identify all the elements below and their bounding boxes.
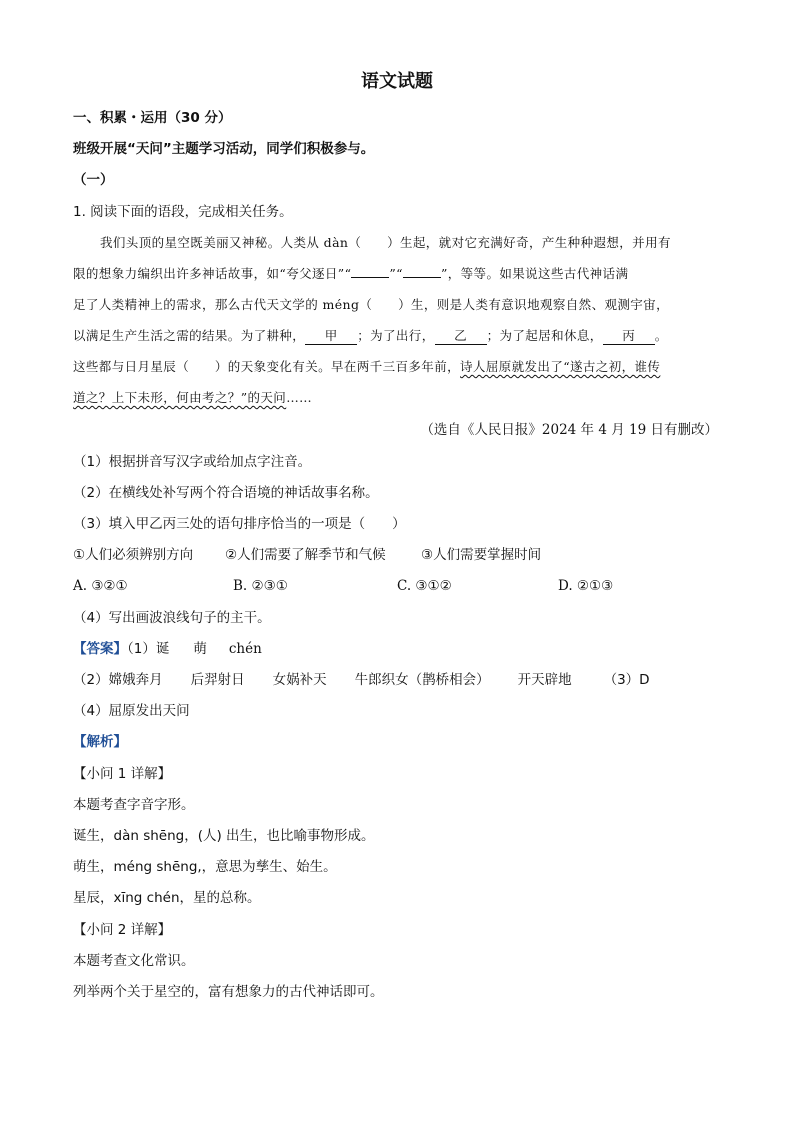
passage-line-1: 我们头顶的星空既美丽又神秘。人类从 dàn（ ）生起，就对它充满好奇，产生种种遐想，并用有 [100, 235, 671, 250]
passage-line-6 [73, 388, 312, 408]
sub-question-3: （3）填入甲乙丙三处的语句排序恰当的一项是（ ） [73, 516, 406, 532]
answer-line-2 [73, 670, 650, 690]
sentence-item: ③人们需要掌握时间 [421, 547, 542, 563]
answer-item: 牛郎织女（鹊桥相会） [354, 672, 490, 688]
answer-prefix: （2） [73, 672, 109, 688]
passage-line-3: 足了人类精神上的需求，那么古代天文学的 méng（ ）生，则是人类有意识地观察自然、观测宇宙， [73, 297, 669, 312]
option-c: C. ③①② [397, 578, 452, 594]
passage-text: ”“ [389, 266, 403, 281]
activity-intro: 班级开展“天问”主题学习活动，同学们积极参与。 [73, 141, 375, 157]
passage-line-2 [73, 264, 628, 284]
passage-line-5 [73, 357, 660, 377]
wavy-sentence: 诗人屈原就发出了“遂古之初，谁传 [460, 359, 661, 374]
passage-text: …… [286, 390, 313, 405]
answer-item: 后羿射日 [190, 672, 245, 688]
option-d: D. ②①③ [558, 578, 614, 594]
answer-line-1 [73, 639, 262, 659]
page-title: 语文试题 [361, 71, 433, 92]
part-label: （一） [73, 172, 114, 188]
passage-text: ；为了出行， [357, 328, 435, 343]
analysis-label: 【解析】 [73, 734, 127, 750]
sub-question-2: （2）在横线处补写两个符合语境的神话故事名称。 [73, 485, 379, 501]
sub-question-4: （4）写出画波浪线句子的主干。 [73, 610, 271, 626]
answer-prefix: （1） [127, 641, 156, 657]
analysis-text: 本题考查字音字形。 [73, 797, 195, 813]
passage-source: （选自《人民日报》2024 年 4 月 19 日有删改） [420, 422, 718, 438]
passage-text: 。 [654, 328, 668, 343]
option-a: A. ③②① [73, 578, 128, 594]
question-stem: 1. 阅读下面的语段，完成相关任务。 [73, 204, 293, 220]
analysis-subhead-2: 【小问 2 详解】 [73, 922, 172, 938]
analysis-text: 萌生，méng shēng,，意思为孳生、始生。 [73, 859, 337, 875]
analysis-text: 列举两个关于星空的，富有想象力的古代神话即可。 [73, 984, 384, 1000]
passage-text: ”，等等。如果说这些古代神话满 [440, 266, 629, 281]
analysis-text: 诞生，dàn shēng，(人) 出生，也比喻事物形成。 [73, 828, 375, 844]
answer-item: （3）D [603, 672, 650, 688]
passage-line-4 [73, 326, 668, 346]
passage-text: ；为了起居和休息， [486, 328, 603, 343]
analysis-subhead-1: 【小问 1 详解】 [73, 766, 172, 782]
answer-item: 嫦娥奔月 [108, 672, 163, 688]
blank-bing: 丙 [603, 328, 655, 345]
analysis-text: 本题考查文化常识。 [73, 953, 195, 969]
answer-item: 女娲补天 [272, 672, 327, 688]
myth-blank-2 [403, 277, 441, 278]
section-heading: 一、积累・运用（30 分） [73, 110, 232, 126]
answer-item: 萌 [193, 641, 207, 657]
analysis-text: 星辰，xīng chén，星的总称。 [73, 890, 261, 906]
answer-item: chén [228, 641, 262, 657]
sub-question-1: （1）根据拼音写汉字或给加点字注音。 [73, 454, 312, 470]
answer-item: 诞 [155, 641, 170, 657]
wavy-sentence: 道之？上下未形，何由考之？”的天问 [73, 390, 287, 405]
answer-item: 开天辟地 [517, 672, 572, 688]
passage-text: 以满足生产生活之需的结果。为了耕种， [73, 328, 306, 343]
sentence-item: ②人们需要了解季节和气候 [225, 547, 386, 563]
option-b: B. ②③① [233, 578, 288, 594]
blank-yi: 乙 [435, 328, 487, 345]
passage-text: 这些都与日月星辰（ ）的天象变化有关。早在两千三百多年前， [73, 359, 461, 374]
myth-blank-1 [351, 277, 389, 278]
answer-line-3: （4）屈原发出天问 [73, 703, 190, 719]
sentence-item: ①人们必须辨别方向 [73, 547, 194, 563]
passage-text: 限的想象力编织出许多神话故事，如“夸父逐日”“ [73, 266, 352, 281]
answer-label: 【答案】 [73, 641, 127, 657]
blank-jia: 甲 [305, 328, 357, 345]
